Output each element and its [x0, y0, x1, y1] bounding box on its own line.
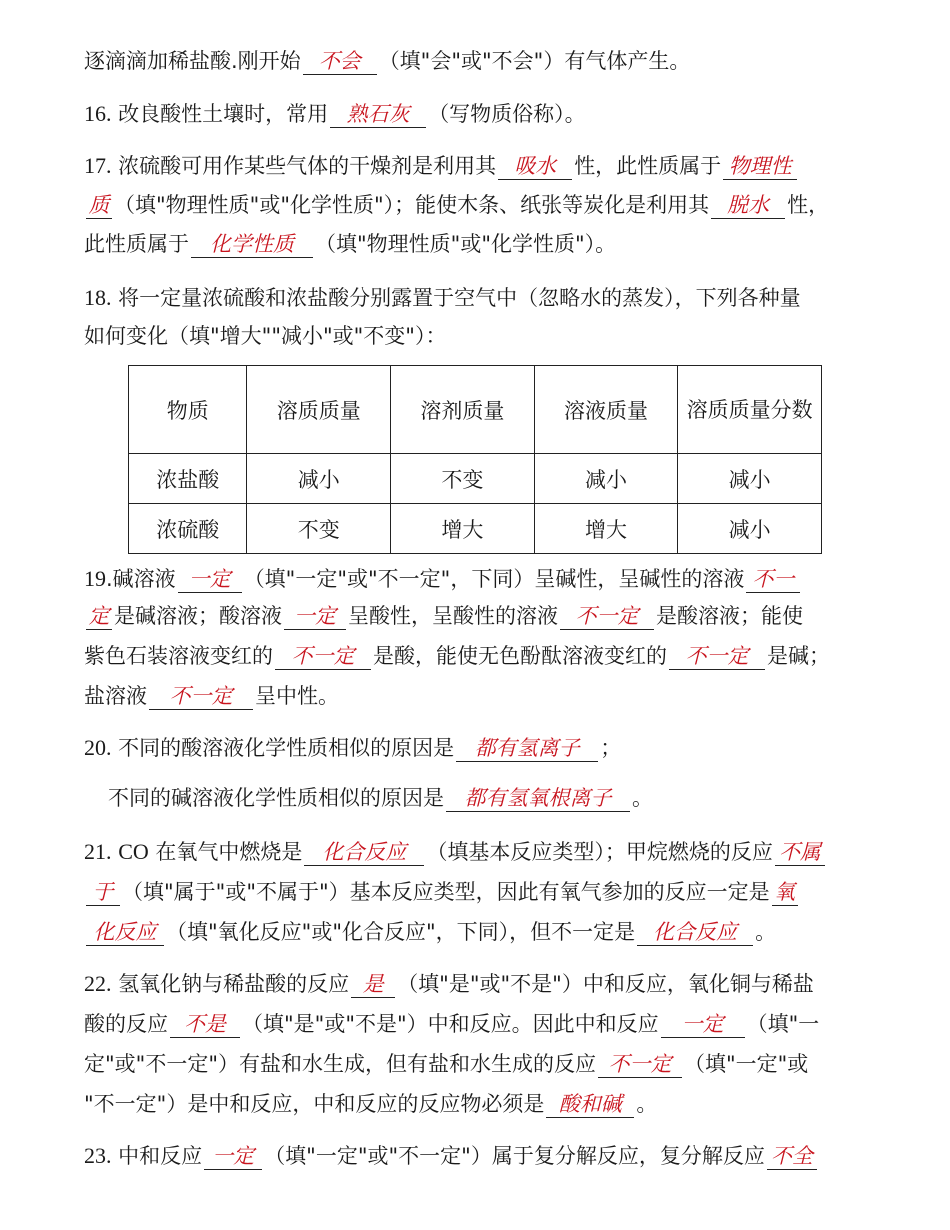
- table-cell: 浓硫酸: [129, 504, 247, 554]
- question-text: 此性质属于: [84, 232, 189, 256]
- question-text: （填"一: [746, 1012, 820, 1036]
- handwritten-answer: 不会: [303, 48, 377, 75]
- handwritten-answer: 不一: [746, 566, 800, 593]
- text-line: [84, 601, 870, 631]
- handwritten-answer: 不全: [767, 1143, 817, 1170]
- question-number: 20.: [84, 735, 112, 760]
- question-text: （填"一定"或: [683, 1052, 809, 1076]
- handwritten-answer: 熟石灰: [330, 101, 426, 128]
- question-text: 氢氧化钠与稀盐酸的反应: [111, 972, 350, 996]
- handwritten-answer: 化学性质: [191, 231, 313, 258]
- question-text: 。: [636, 1092, 658, 1116]
- handwritten-answer: 物理性: [723, 153, 797, 180]
- question-text: 改良酸性土壤时，常用: [111, 102, 329, 126]
- table-header-cell: 溶质质量分数: [678, 366, 822, 454]
- handwritten-answer: 不一定: [598, 1051, 682, 1078]
- question-text: 性，此性质属于: [574, 154, 722, 178]
- question-text: （填基本反应类型）；甲烷燃烧的反应: [426, 840, 773, 864]
- question-text: （填"物理性质"或"化学性质"）。: [315, 232, 617, 256]
- question-text: （填"是"或"不是"）中和反应。因此中和反应: [242, 1012, 659, 1036]
- table-header-cell: 溶液质量: [534, 366, 678, 454]
- concentration-change-table: [128, 365, 822, 554]
- table-cell: 增大: [391, 504, 535, 554]
- table-cell: 减小: [247, 454, 391, 504]
- text-line: [84, 837, 870, 867]
- handwritten-answer: 一定: [284, 603, 346, 630]
- table-header-cell: 物质: [129, 366, 247, 454]
- table-cell: 减小: [678, 504, 822, 554]
- question-number: CO: [118, 839, 149, 864]
- handwritten-answer: 质: [86, 192, 112, 219]
- text-line: [84, 1049, 870, 1079]
- handwritten-answer: 不一定: [669, 643, 765, 670]
- table-header-row: [129, 366, 822, 454]
- question-text: ；: [600, 736, 622, 760]
- text-line: [84, 1089, 870, 1119]
- handwritten-answer: 脱水: [711, 192, 785, 219]
- question-text: 将一定量浓硫酸和浓盐酸分别露置于空气中（忽略水的蒸发），下列各种量: [111, 286, 801, 310]
- text-line: [84, 681, 870, 711]
- table-header-cell: 溶剂质量: [391, 366, 535, 454]
- question-text: 不同的酸溶液化学性质相似的原因是: [111, 736, 455, 760]
- question-text: 如何变化（填"增大""减小"或"不变"）：: [84, 324, 447, 348]
- question-text: 逐滴滴加稀盐酸.刚开始: [84, 49, 301, 73]
- text-line: [84, 321, 870, 351]
- question-text: 是碱；: [767, 644, 830, 668]
- question-text: 呈酸性，呈酸性的溶液: [348, 604, 558, 628]
- text-line: [84, 733, 870, 763]
- handwritten-answer: 一定: [661, 1011, 745, 1038]
- question-text: （填"是"或"不是"）中和反应，氧化铜与稀盐: [397, 972, 814, 996]
- question-text: 是酸溶液；能使: [656, 604, 803, 628]
- text-line: [84, 1009, 870, 1039]
- question-text: （填"一定"或"不一定"，下同）呈碱性，呈碱性的溶液: [243, 567, 745, 591]
- text-line: [84, 190, 870, 220]
- handwritten-answer: 一定: [204, 1143, 262, 1170]
- question-text: （写物质俗称）。: [428, 102, 586, 126]
- handwritten-answer: 吸水: [498, 153, 572, 180]
- question-number: 21.: [84, 839, 112, 864]
- text-line: [108, 783, 870, 813]
- table-row: [129, 504, 822, 554]
- handwritten-answer: 不属: [775, 839, 825, 866]
- question-text: 性，: [787, 193, 830, 217]
- text-line: [84, 99, 870, 129]
- question-text: 盐溶液: [84, 684, 147, 708]
- handwritten-answer: 都有氢离子: [456, 735, 598, 762]
- question-text: 中和反应: [111, 1144, 203, 1168]
- handwritten-answer: 不一定: [275, 643, 371, 670]
- table-cell: 浓盐酸: [129, 454, 247, 504]
- text-line: [84, 641, 870, 671]
- table-cell: 不变: [247, 504, 391, 554]
- question-text: 浓硫酸可用作某些气体的干燥剂是利用其: [111, 154, 497, 178]
- table-cell: 不变: [391, 454, 535, 504]
- text-line: [84, 969, 870, 999]
- handwritten-answer: 化反应: [86, 919, 164, 946]
- handwritten-answer: 不一定: [560, 603, 654, 630]
- question-number: 18.: [84, 285, 112, 310]
- handwritten-answer: 一定: [178, 566, 242, 593]
- text-line: [84, 917, 870, 947]
- question-text: 定"或"不一定"）有盐和水生成，但有盐和水生成的反应: [84, 1052, 596, 1076]
- text-line: [84, 46, 870, 76]
- table-header-cell: 溶质质量: [247, 366, 391, 454]
- table-cell: 增大: [534, 504, 678, 554]
- text-line: [84, 1141, 870, 1171]
- text-line: [84, 564, 870, 594]
- question-text: （填"属于"或"不属于"）基本反应类型，因此有氧气参加的反应一定是: [122, 880, 770, 904]
- handwritten-answer: 定: [86, 603, 112, 630]
- question-text: 在氧气中燃烧是: [148, 840, 303, 864]
- handwritten-answer: 酸和碱: [546, 1091, 634, 1118]
- text-line: [84, 283, 870, 313]
- table-cell: 减小: [678, 454, 822, 504]
- question-text: （填"物理性质"或"化学性质"）；能使木条、纸张等炭化是利用其: [114, 193, 710, 217]
- handwritten-answer: 都有氢氧根离子: [446, 785, 630, 812]
- question-text: 。: [632, 786, 653, 810]
- question-number: 19: [84, 566, 106, 591]
- handwritten-answer: 不一定: [149, 683, 253, 710]
- table-row: [129, 454, 822, 504]
- question-text: 呈中性。: [255, 684, 339, 708]
- question-number: 16.: [84, 101, 112, 126]
- question-text: 酸的反应: [84, 1012, 168, 1036]
- text-line: [84, 151, 870, 181]
- handwritten-answer: 氧: [772, 879, 798, 906]
- question-text: （填"一定"或"不一定"）属于复分解反应，复分解反应: [264, 1144, 765, 1168]
- handwritten-answer: 化合反应: [637, 919, 753, 946]
- question-text: 。: [755, 920, 777, 944]
- question-text: "不一定"）是中和反应，中和反应的反应物必须是: [84, 1092, 545, 1116]
- handwritten-answer: 于: [86, 879, 120, 906]
- question-text: 是碱溶液；酸溶液: [114, 604, 282, 628]
- question-number: 17.: [84, 153, 112, 178]
- question-number: 23.: [84, 1143, 112, 1168]
- text-line: [84, 877, 870, 907]
- question-text: 不同的碱溶液化学性质相似的原因是: [108, 786, 444, 810]
- question-number: 22.: [84, 971, 112, 996]
- handwritten-answer: 化合反应: [304, 839, 424, 866]
- question-text: .碱溶液: [106, 567, 176, 591]
- text-line: [84, 229, 870, 259]
- question-text: （填"会"或"不会"）有气体产生。: [378, 49, 691, 73]
- question-text: （填"氧化反应"或"化合反应"，下同），但不一定是: [166, 920, 636, 944]
- table-cell: 减小: [534, 454, 678, 504]
- question-text: 紫色石装溶液变红的: [84, 644, 273, 668]
- handwritten-answer: 是: [351, 971, 395, 998]
- handwritten-answer: 不是: [170, 1011, 240, 1038]
- question-text: 是酸，能使无色酚酞溶液变红的: [373, 644, 667, 668]
